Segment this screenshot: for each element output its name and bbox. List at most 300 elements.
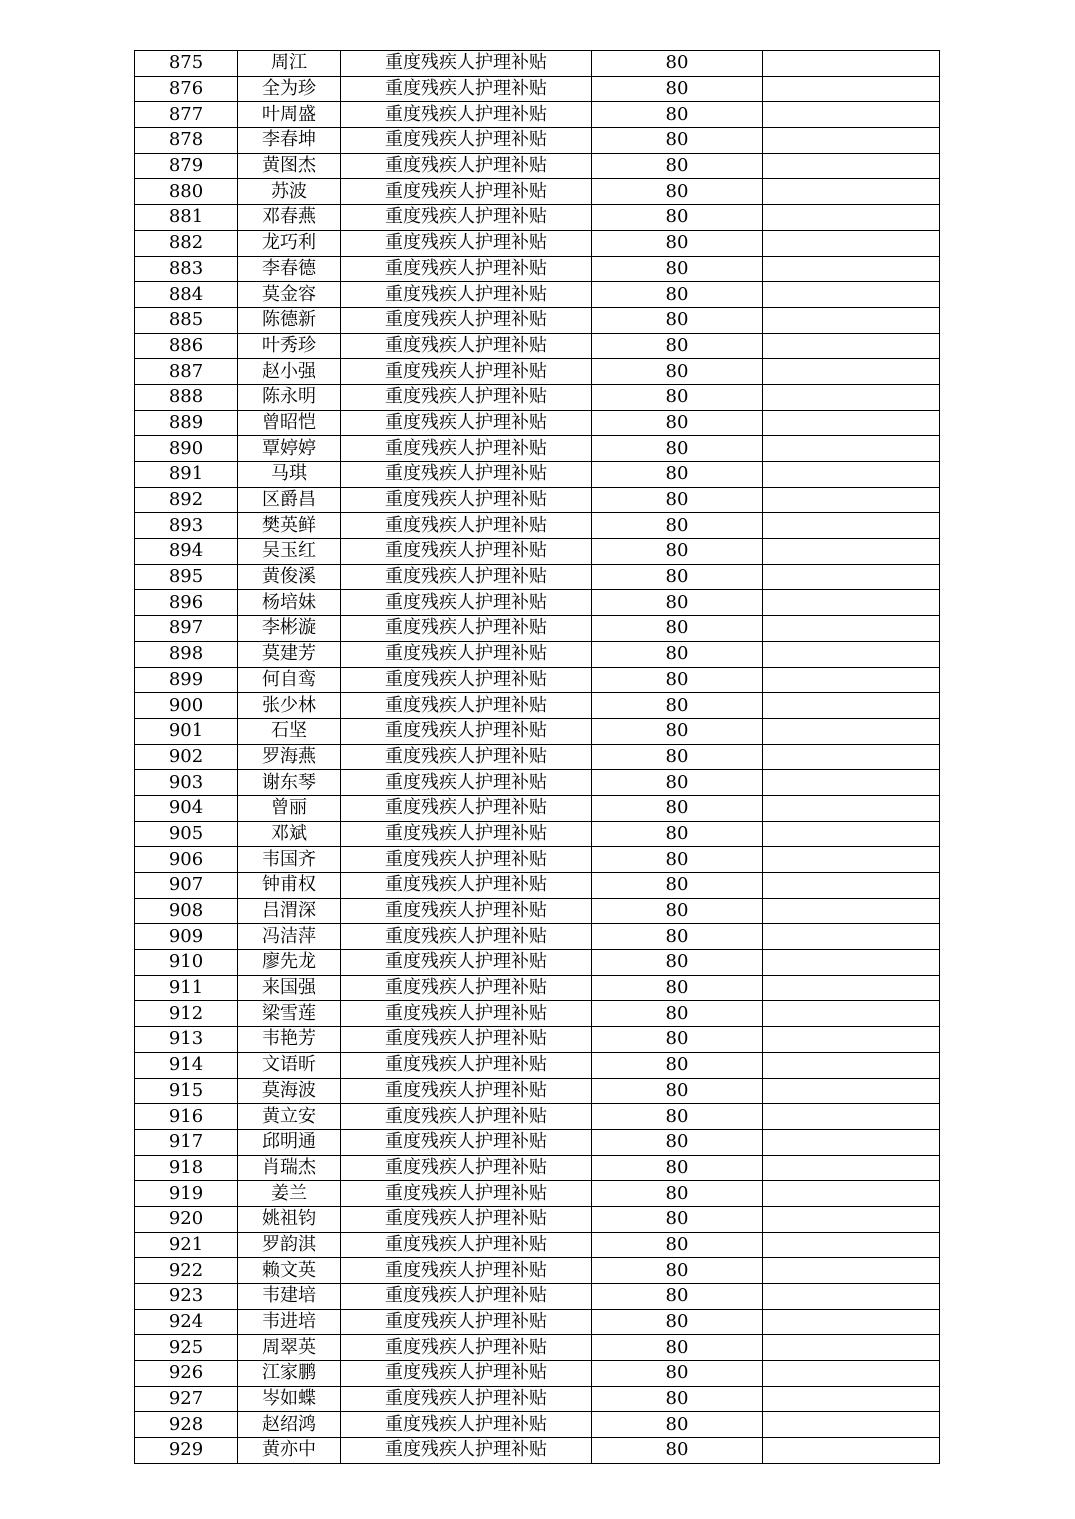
amount-cell: 80 xyxy=(592,487,763,513)
row-number-cell: 919 xyxy=(135,1181,238,1207)
remark-cell xyxy=(763,795,940,821)
subsidy-type-cell: 重度残疾人护理补贴 xyxy=(341,1052,592,1078)
recipient-name-cell: 韦艳芳 xyxy=(238,1027,341,1053)
subsidy-type-cell: 重度残疾人护理补贴 xyxy=(341,667,592,693)
table-row xyxy=(135,436,940,462)
recipient-name-cell: 来国强 xyxy=(238,975,341,1001)
table-row xyxy=(135,1361,940,1387)
row-number-cell: 923 xyxy=(135,1284,238,1310)
subsidy-type-cell: 重度残疾人护理补贴 xyxy=(341,1335,592,1361)
recipient-name-cell: 莫建芳 xyxy=(238,641,341,667)
table-row xyxy=(135,1129,940,1155)
table-row xyxy=(135,950,940,976)
recipient-name-cell: 梁雪莲 xyxy=(238,1001,341,1027)
remark-cell xyxy=(763,102,940,128)
remark-cell xyxy=(763,410,940,436)
remark-cell xyxy=(763,1258,940,1284)
table-row xyxy=(135,975,940,1001)
table-row xyxy=(135,1181,940,1207)
amount-cell: 80 xyxy=(592,51,763,77)
table-row xyxy=(135,718,940,744)
table-row xyxy=(135,616,940,642)
recipient-name-cell: 文语昕 xyxy=(238,1052,341,1078)
amount-cell: 80 xyxy=(592,718,763,744)
subsidy-type-cell: 重度残疾人护理补贴 xyxy=(341,1232,592,1258)
remark-cell xyxy=(763,770,940,796)
row-number-cell: 882 xyxy=(135,230,238,256)
subsidy-type-cell: 重度残疾人护理补贴 xyxy=(341,1412,592,1438)
recipient-name-cell: 曾昭恺 xyxy=(238,410,341,436)
table-row xyxy=(135,1104,940,1130)
row-number-cell: 884 xyxy=(135,282,238,308)
remark-cell xyxy=(763,333,940,359)
subsidy-type-cell: 重度残疾人护理补贴 xyxy=(341,616,592,642)
recipient-name-cell: 石坚 xyxy=(238,718,341,744)
recipient-name-cell: 谢东琴 xyxy=(238,770,341,796)
amount-cell: 80 xyxy=(592,1181,763,1207)
subsidy-type-cell: 重度残疾人护理补贴 xyxy=(341,1438,592,1464)
amount-cell: 80 xyxy=(592,847,763,873)
subsidy-type-cell: 重度残疾人护理补贴 xyxy=(341,641,592,667)
remark-cell xyxy=(763,1129,940,1155)
remark-cell xyxy=(763,256,940,282)
amount-cell: 80 xyxy=(592,1078,763,1104)
row-number-cell: 877 xyxy=(135,102,238,128)
recipient-name-cell: 韦国齐 xyxy=(238,847,341,873)
recipient-name-cell: 苏波 xyxy=(238,179,341,205)
amount-cell: 80 xyxy=(592,436,763,462)
remark-cell xyxy=(763,898,940,924)
amount-cell: 80 xyxy=(592,128,763,154)
subsidy-type-cell: 重度残疾人护理补贴 xyxy=(341,898,592,924)
table-row xyxy=(135,153,940,179)
recipient-name-cell: 叶秀珍 xyxy=(238,333,341,359)
row-number-cell: 907 xyxy=(135,873,238,899)
remark-cell xyxy=(763,51,940,77)
recipient-name-cell: 杨培妹 xyxy=(238,590,341,616)
remark-cell xyxy=(763,1386,940,1412)
row-number-cell: 908 xyxy=(135,898,238,924)
remark-cell xyxy=(763,462,940,488)
remark-cell xyxy=(763,487,940,513)
recipient-name-cell: 黄亦中 xyxy=(238,1438,341,1464)
row-number-cell: 916 xyxy=(135,1104,238,1130)
row-number-cell: 920 xyxy=(135,1206,238,1232)
recipient-name-cell: 全为珍 xyxy=(238,76,341,102)
remark-cell xyxy=(763,1155,940,1181)
table-row xyxy=(135,1206,940,1232)
table-row xyxy=(135,410,940,436)
amount-cell: 80 xyxy=(592,102,763,128)
recipient-name-cell: 李彬漩 xyxy=(238,616,341,642)
table-row xyxy=(135,539,940,565)
amount-cell: 80 xyxy=(592,616,763,642)
recipient-name-cell: 李春坤 xyxy=(238,128,341,154)
table-row xyxy=(135,1412,940,1438)
amount-cell: 80 xyxy=(592,795,763,821)
subsidy-type-cell: 重度残疾人护理补贴 xyxy=(341,924,592,950)
row-number-cell: 886 xyxy=(135,333,238,359)
row-number-cell: 902 xyxy=(135,744,238,770)
recipient-name-cell: 邓春燕 xyxy=(238,205,341,231)
remark-cell xyxy=(763,128,940,154)
amount-cell: 80 xyxy=(592,821,763,847)
amount-cell: 80 xyxy=(592,1129,763,1155)
remark-cell xyxy=(763,590,940,616)
remark-cell xyxy=(763,873,940,899)
subsidy-table xyxy=(134,50,940,1464)
subsidy-type-cell: 重度残疾人护理补贴 xyxy=(341,487,592,513)
remark-cell xyxy=(763,205,940,231)
row-number-cell: 881 xyxy=(135,205,238,231)
subsidy-type-cell: 重度残疾人护理补贴 xyxy=(341,179,592,205)
table-row xyxy=(135,590,940,616)
table-row xyxy=(135,1027,940,1053)
remark-cell xyxy=(763,153,940,179)
recipient-name-cell: 邱明通 xyxy=(238,1129,341,1155)
amount-cell: 80 xyxy=(592,230,763,256)
recipient-name-cell: 覃婷婷 xyxy=(238,436,341,462)
row-number-cell: 911 xyxy=(135,975,238,1001)
amount-cell: 80 xyxy=(592,1438,763,1464)
recipient-name-cell: 韦建培 xyxy=(238,1284,341,1310)
subsidy-type-cell: 重度残疾人护理补贴 xyxy=(341,539,592,565)
table-row xyxy=(135,1335,940,1361)
remark-cell xyxy=(763,718,940,744)
table-row xyxy=(135,359,940,385)
remark-cell xyxy=(763,1361,940,1387)
recipient-name-cell: 何自鸾 xyxy=(238,667,341,693)
amount-cell: 80 xyxy=(592,564,763,590)
remark-cell xyxy=(763,230,940,256)
recipient-name-cell: 岑如蝶 xyxy=(238,1386,341,1412)
table-row xyxy=(135,744,940,770)
row-number-cell: 880 xyxy=(135,179,238,205)
amount-cell: 80 xyxy=(592,1206,763,1232)
table-row xyxy=(135,1284,940,1310)
recipient-name-cell: 李春德 xyxy=(238,256,341,282)
table-row xyxy=(135,873,940,899)
remark-cell xyxy=(763,1232,940,1258)
recipient-name-cell: 张少林 xyxy=(238,693,341,719)
amount-cell: 80 xyxy=(592,76,763,102)
row-number-cell: 906 xyxy=(135,847,238,873)
row-number-cell: 921 xyxy=(135,1232,238,1258)
amount-cell: 80 xyxy=(592,539,763,565)
recipient-name-cell: 周江 xyxy=(238,51,341,77)
row-number-cell: 929 xyxy=(135,1438,238,1464)
subsidy-type-cell: 重度残疾人护理补贴 xyxy=(341,1361,592,1387)
subsidy-type-cell: 重度残疾人护理补贴 xyxy=(341,282,592,308)
subsidy-type-cell: 重度残疾人护理补贴 xyxy=(341,205,592,231)
subsidy-type-cell: 重度残疾人护理补贴 xyxy=(341,333,592,359)
row-number-cell: 897 xyxy=(135,616,238,642)
table-row xyxy=(135,641,940,667)
subsidy-type-cell: 重度残疾人护理补贴 xyxy=(341,718,592,744)
table-row xyxy=(135,847,940,873)
table-row xyxy=(135,487,940,513)
subsidy-type-cell: 重度残疾人护理补贴 xyxy=(341,51,592,77)
table-row xyxy=(135,230,940,256)
row-number-cell: 912 xyxy=(135,1001,238,1027)
recipient-name-cell: 钟甫权 xyxy=(238,873,341,899)
subsidy-type-cell: 重度残疾人护理补贴 xyxy=(341,847,592,873)
remark-cell xyxy=(763,1001,940,1027)
subsidy-type-cell: 重度残疾人护理补贴 xyxy=(341,436,592,462)
row-number-cell: 898 xyxy=(135,641,238,667)
recipient-name-cell: 陈永明 xyxy=(238,384,341,410)
table-row xyxy=(135,462,940,488)
remark-cell xyxy=(763,564,940,590)
row-number-cell: 901 xyxy=(135,718,238,744)
subsidy-table-body xyxy=(135,51,940,1464)
recipient-name-cell: 莫海波 xyxy=(238,1078,341,1104)
subsidy-type-cell: 重度残疾人护理补贴 xyxy=(341,307,592,333)
amount-cell: 80 xyxy=(592,153,763,179)
recipient-name-cell: 叶周盛 xyxy=(238,102,341,128)
subsidy-type-cell: 重度残疾人护理补贴 xyxy=(341,1104,592,1130)
subsidy-type-cell: 重度残疾人护理补贴 xyxy=(341,128,592,154)
table-row xyxy=(135,770,940,796)
recipient-name-cell: 龙巧利 xyxy=(238,230,341,256)
amount-cell: 80 xyxy=(592,179,763,205)
row-number-cell: 925 xyxy=(135,1335,238,1361)
subsidy-type-cell: 重度残疾人护理补贴 xyxy=(341,950,592,976)
amount-cell: 80 xyxy=(592,1232,763,1258)
remark-cell xyxy=(763,693,940,719)
amount-cell: 80 xyxy=(592,256,763,282)
row-number-cell: 928 xyxy=(135,1412,238,1438)
row-number-cell: 875 xyxy=(135,51,238,77)
row-number-cell: 894 xyxy=(135,539,238,565)
row-number-cell: 913 xyxy=(135,1027,238,1053)
amount-cell: 80 xyxy=(592,513,763,539)
recipient-name-cell: 廖先龙 xyxy=(238,950,341,976)
amount-cell: 80 xyxy=(592,307,763,333)
table-row xyxy=(135,102,940,128)
remark-cell xyxy=(763,76,940,102)
amount-cell: 80 xyxy=(592,1258,763,1284)
amount-cell: 80 xyxy=(592,1052,763,1078)
remark-cell xyxy=(763,1206,940,1232)
amount-cell: 80 xyxy=(592,641,763,667)
amount-cell: 80 xyxy=(592,1001,763,1027)
table-row xyxy=(135,76,940,102)
subsidy-type-cell: 重度残疾人护理补贴 xyxy=(341,1078,592,1104)
remark-cell xyxy=(763,1027,940,1053)
recipient-name-cell: 陈德新 xyxy=(238,307,341,333)
amount-cell: 80 xyxy=(592,462,763,488)
amount-cell: 80 xyxy=(592,770,763,796)
remark-cell xyxy=(763,384,940,410)
row-number-cell: 917 xyxy=(135,1129,238,1155)
recipient-name-cell: 周翠英 xyxy=(238,1335,341,1361)
table-row xyxy=(135,1386,940,1412)
subsidy-type-cell: 重度残疾人护理补贴 xyxy=(341,256,592,282)
amount-cell: 80 xyxy=(592,898,763,924)
table-row xyxy=(135,513,940,539)
remark-cell xyxy=(763,1052,940,1078)
subsidy-type-cell: 重度残疾人护理补贴 xyxy=(341,1284,592,1310)
remark-cell xyxy=(763,667,940,693)
table-row xyxy=(135,128,940,154)
table-row xyxy=(135,282,940,308)
recipient-name-cell: 黄俊溪 xyxy=(238,564,341,590)
table-row xyxy=(135,384,940,410)
row-number-cell: 892 xyxy=(135,487,238,513)
subsidy-type-cell: 重度残疾人护理补贴 xyxy=(341,1206,592,1232)
row-number-cell: 909 xyxy=(135,924,238,950)
row-number-cell: 896 xyxy=(135,590,238,616)
table-row xyxy=(135,924,940,950)
table-row xyxy=(135,1258,940,1284)
row-number-cell: 887 xyxy=(135,359,238,385)
table-row xyxy=(135,1232,940,1258)
recipient-name-cell: 赵小强 xyxy=(238,359,341,385)
row-number-cell: 900 xyxy=(135,693,238,719)
amount-cell: 80 xyxy=(592,975,763,1001)
subsidy-type-cell: 重度残疾人护理补贴 xyxy=(341,1181,592,1207)
row-number-cell: 883 xyxy=(135,256,238,282)
subsidy-type-cell: 重度残疾人护理补贴 xyxy=(341,1258,592,1284)
row-number-cell: 910 xyxy=(135,950,238,976)
remark-cell xyxy=(763,744,940,770)
table-row xyxy=(135,256,940,282)
table-row xyxy=(135,1309,940,1335)
recipient-name-cell: 曾丽 xyxy=(238,795,341,821)
remark-cell xyxy=(763,436,940,462)
subsidy-type-cell: 重度残疾人护理补贴 xyxy=(341,873,592,899)
subsidy-type-cell: 重度残疾人护理补贴 xyxy=(341,513,592,539)
remark-cell xyxy=(763,821,940,847)
table-row xyxy=(135,205,940,231)
subsidy-type-cell: 重度残疾人护理补贴 xyxy=(341,744,592,770)
remark-cell xyxy=(763,1412,940,1438)
row-number-cell: 924 xyxy=(135,1309,238,1335)
remark-cell xyxy=(763,539,940,565)
recipient-name-cell: 罗韵淇 xyxy=(238,1232,341,1258)
subsidy-type-cell: 重度残疾人护理补贴 xyxy=(341,153,592,179)
table-row xyxy=(135,667,940,693)
remark-cell xyxy=(763,950,940,976)
remark-cell xyxy=(763,641,940,667)
row-number-cell: 899 xyxy=(135,667,238,693)
amount-cell: 80 xyxy=(592,1412,763,1438)
recipient-name-cell: 区爵昌 xyxy=(238,487,341,513)
row-number-cell: 878 xyxy=(135,128,238,154)
recipient-name-cell: 姚祖钧 xyxy=(238,1206,341,1232)
subsidy-type-cell: 重度残疾人护理补贴 xyxy=(341,770,592,796)
subsidy-type-cell: 重度残疾人护理补贴 xyxy=(341,384,592,410)
remark-cell xyxy=(763,1181,940,1207)
subsidy-type-cell: 重度残疾人护理补贴 xyxy=(341,1309,592,1335)
subsidy-type-cell: 重度残疾人护理补贴 xyxy=(341,462,592,488)
subsidy-type-cell: 重度残疾人护理补贴 xyxy=(341,1129,592,1155)
subsidy-type-cell: 重度残疾人护理补贴 xyxy=(341,359,592,385)
recipient-name-cell: 樊英鲜 xyxy=(238,513,341,539)
remark-cell xyxy=(763,1078,940,1104)
table-row xyxy=(135,179,940,205)
recipient-name-cell: 赵绍鸿 xyxy=(238,1412,341,1438)
remark-cell xyxy=(763,513,940,539)
recipient-name-cell: 肖瑞杰 xyxy=(238,1155,341,1181)
amount-cell: 80 xyxy=(592,410,763,436)
table-row xyxy=(135,333,940,359)
subsidy-type-cell: 重度残疾人护理补贴 xyxy=(341,1155,592,1181)
recipient-name-cell: 赖文英 xyxy=(238,1258,341,1284)
row-number-cell: 890 xyxy=(135,436,238,462)
remark-cell xyxy=(763,924,940,950)
amount-cell: 80 xyxy=(592,590,763,616)
remark-cell xyxy=(763,282,940,308)
row-number-cell: 915 xyxy=(135,1078,238,1104)
row-number-cell: 927 xyxy=(135,1386,238,1412)
amount-cell: 80 xyxy=(592,1361,763,1387)
remark-cell xyxy=(763,616,940,642)
subsidy-type-cell: 重度残疾人护理补贴 xyxy=(341,564,592,590)
amount-cell: 80 xyxy=(592,950,763,976)
row-number-cell: 914 xyxy=(135,1052,238,1078)
amount-cell: 80 xyxy=(592,1155,763,1181)
row-number-cell: 905 xyxy=(135,821,238,847)
amount-cell: 80 xyxy=(592,282,763,308)
recipient-name-cell: 黄立安 xyxy=(238,1104,341,1130)
row-number-cell: 885 xyxy=(135,307,238,333)
table-row xyxy=(135,1155,940,1181)
recipient-name-cell: 姜兰 xyxy=(238,1181,341,1207)
recipient-name-cell: 马琪 xyxy=(238,462,341,488)
remark-cell xyxy=(763,847,940,873)
row-number-cell: 903 xyxy=(135,770,238,796)
subsidy-type-cell: 重度残疾人护理补贴 xyxy=(341,230,592,256)
amount-cell: 80 xyxy=(592,924,763,950)
amount-cell: 80 xyxy=(592,1027,763,1053)
remark-cell xyxy=(763,179,940,205)
remark-cell xyxy=(763,975,940,1001)
remark-cell xyxy=(763,1335,940,1361)
remark-cell xyxy=(763,1284,940,1310)
subsidy-type-cell: 重度残疾人护理补贴 xyxy=(341,1001,592,1027)
recipient-name-cell: 冯洁萍 xyxy=(238,924,341,950)
table-row xyxy=(135,821,940,847)
row-number-cell: 918 xyxy=(135,1155,238,1181)
amount-cell: 80 xyxy=(592,1335,763,1361)
amount-cell: 80 xyxy=(592,873,763,899)
recipient-name-cell: 吕渭深 xyxy=(238,898,341,924)
remark-cell xyxy=(763,1104,940,1130)
remark-cell xyxy=(763,307,940,333)
amount-cell: 80 xyxy=(592,1309,763,1335)
table-row xyxy=(135,1001,940,1027)
recipient-name-cell: 江家鹏 xyxy=(238,1361,341,1387)
row-number-cell: 876 xyxy=(135,76,238,102)
row-number-cell: 926 xyxy=(135,1361,238,1387)
remark-cell xyxy=(763,359,940,385)
subsidy-type-cell: 重度残疾人护理补贴 xyxy=(341,795,592,821)
recipient-name-cell: 黄图杰 xyxy=(238,153,341,179)
amount-cell: 80 xyxy=(592,667,763,693)
recipient-name-cell: 莫金容 xyxy=(238,282,341,308)
amount-cell: 80 xyxy=(592,693,763,719)
subsidy-type-cell: 重度残疾人护理补贴 xyxy=(341,76,592,102)
table-row xyxy=(135,1052,940,1078)
subsidy-type-cell: 重度残疾人护理补贴 xyxy=(341,1386,592,1412)
amount-cell: 80 xyxy=(592,359,763,385)
table-row xyxy=(135,693,940,719)
row-number-cell: 922 xyxy=(135,1258,238,1284)
subsidy-type-cell: 重度残疾人护理补贴 xyxy=(341,410,592,436)
recipient-name-cell: 罗海燕 xyxy=(238,744,341,770)
